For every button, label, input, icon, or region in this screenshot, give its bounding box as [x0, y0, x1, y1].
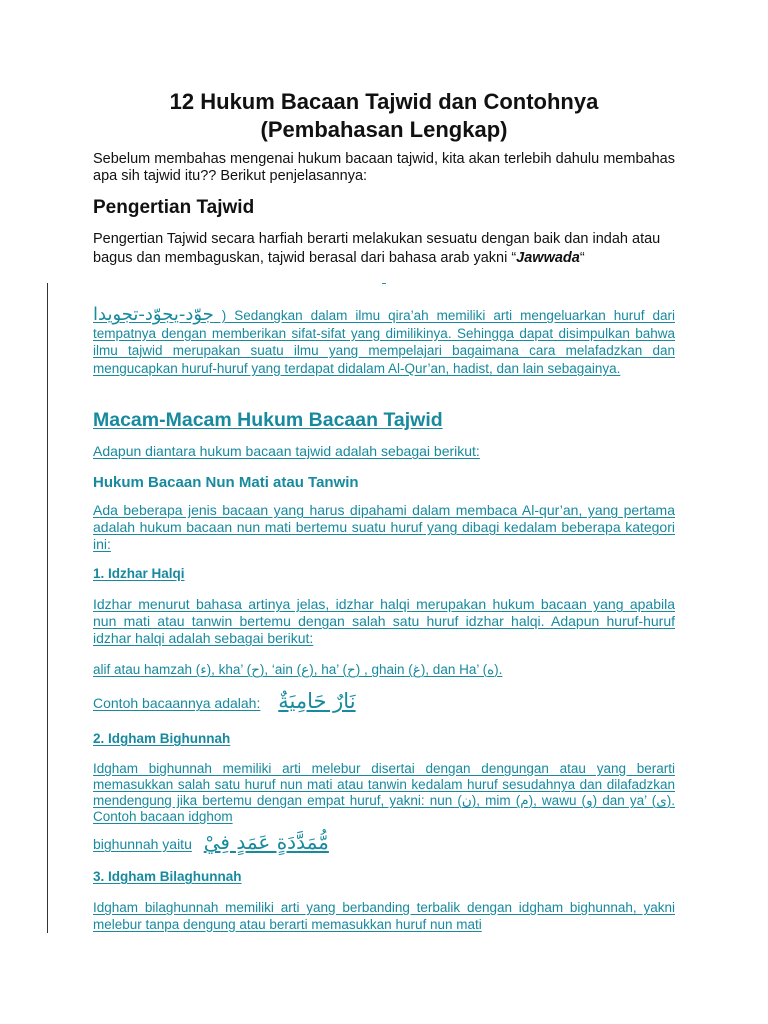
definition-text: Pengertian Tajwid secara harfiah berarti melakukan sesuatu dengan baik dan indah atau bagus dan membaguskan, tajwid berasal dari bahasa arab yakni “: [93, 231, 661, 266]
contoh-idzhar: [93, 690, 675, 714]
small-mark: [382, 283, 386, 284]
paragraph-qiraah[interactable]: [93, 306, 675, 377]
document-title: [93, 88, 675, 144]
idzhar-letters[interactable]: alif atau hamzah (ء), kha’ (ح), ‘ain (ع), ha’ (ح) , ghain (غ), dan Ha’ (ه).: [93, 662, 503, 677]
arabic-jawwada: جوّد-يجوّد-تجويدا: [93, 304, 214, 325]
heading-pengertian-tajwid: Pengertian Tajwid: [93, 197, 255, 218]
contoh-bighunnah-label[interactable]: bighunnah yaitu: [93, 836, 192, 852]
intro-paragraph: Sebelum membahas mengenai hukum bacaan tajwid, kita akan terlebih dahulu membahas apa sih tajwid itu?? Berikut penjelasannya:: [93, 151, 675, 184]
definition-paragraph: [93, 230, 675, 268]
margin-line: [47, 283, 48, 933]
heading-idgham-bilaghunnah[interactable]: 3. Idgham Bilaghunnah: [93, 869, 242, 884]
contoh-bighunnah-arabic[interactable]: مُّمَدَّدَةٍ عَمَدٍ فِيْ: [203, 830, 329, 854]
heading-idzhar-halqi[interactable]: 1. Idzhar Halqi: [93, 566, 185, 581]
heading-macam-macam[interactable]: Macam-Macam Hukum Bacaan Tajwid: [93, 409, 443, 431]
title-line-1: 12 Hukum Bacaan Tajwid dan Contohnya: [169, 89, 599, 114]
contoh-bighunnah: [93, 831, 675, 855]
paragraph-bilaghunnah[interactable]: Idgham bilaghunnah memiliki arti yang berbanding terbalik dengan idgham bighunnah, yakni melebur tanpa dengung atau berarti memasukkan huruf nun mati: [93, 900, 675, 932]
adapun-paragraph[interactable]: Adapun diantara hukum bacaan tajwid adalah sebagai berikut:: [93, 443, 480, 459]
paragraph-bighunnah[interactable]: Idgham bighunnah memiliki arti melebur disertai dengan dengungan atau yang berarti memasukkan salah satu huruf nun mati atau tanwin kedalam huruf sesudahnya dan dilafadzkan mendengung jika bertemu dengan empat huruf, yakni: nun (ن), mim (م), wawu (و) dan ya’ (ى). Contoh bacaan idghom: [93, 761, 676, 824]
paragraph-nun-mati[interactable]: Ada beberapa jenis bacaan yang harus dipahami dalam membaca Al-qur’an, yang pertama adalah hukum bacaan nun mati bertemu suatu huruf yang dibagi kedalam beberapa kategori ini:: [93, 502, 675, 552]
title-line-2: (Pembahasan Lengkap): [260, 117, 508, 142]
contoh-idzhar-label[interactable]: Contoh bacaannya adalah:: [93, 695, 261, 711]
definition-italic-word: Jawwada: [516, 250, 580, 266]
heading-nun-mati: Hukum Bacaan Nun Mati atau Tanwin: [93, 474, 359, 491]
heading-idgham-bighunnah[interactable]: 2. Idgham Bighunnah: [93, 731, 231, 746]
paragraph-idzhar[interactable]: Idzhar menurut bahasa artinya jelas, idzhar halqi merupakan hukum bacaan yang apabila nun mati atau tanwin bertemu dengan salah satu huruf idzhar halqi. Adapun huruf-huruf idzhar halqi adalah sebagai berikut:: [93, 596, 675, 646]
definition-after: “: [579, 250, 585, 266]
paragraph-qiraah-text: ) Sedangkan dalam ilmu qira’ah memiliki arti mengeluarkan huruf dari tempatnya dengan memberikan sifat-sifat yang dimilikinya. Sehingga dapat disimpulkan bahwa ilmu tajwid merupakan suatu ilmu yang mempelajari bagaimana cara melafadzkan dan mengucapkan huruf-huruf yang terdapat didalam Al-Qur’an, hadist, dan lain sebagainya.: [93, 308, 675, 376]
contoh-idzhar-arabic[interactable]: نَارٌ حَامِيَةٌ: [278, 689, 356, 713]
